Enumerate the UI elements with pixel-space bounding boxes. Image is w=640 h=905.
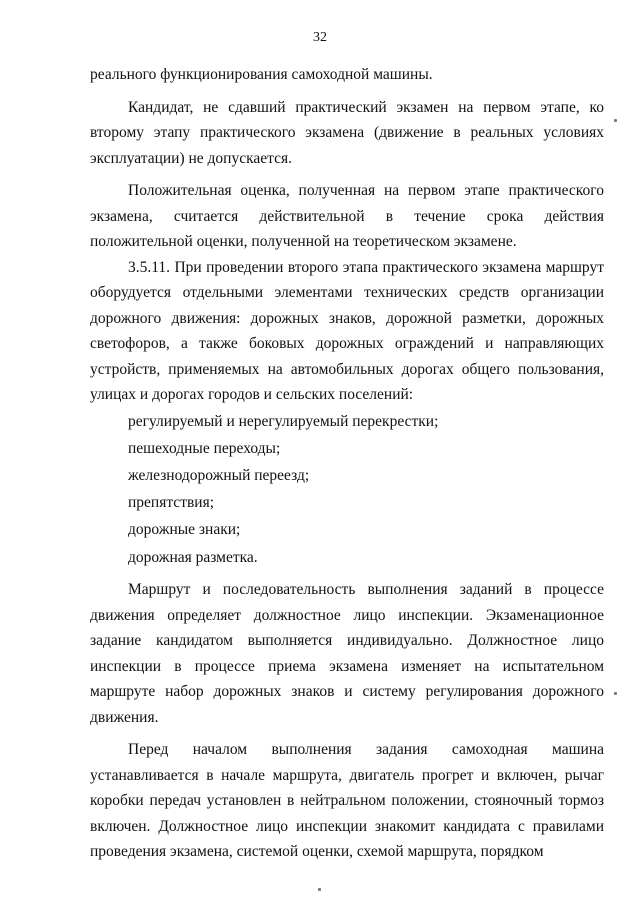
list-item: дорожные знаки; (128, 521, 241, 539)
paragraph-route-sequence: Маршрут и последовательность выполнения заданий в процессе движения определяет должностное лицо инспекции. Экзаменационное задание кандидатом выполняется индивидуально. Должностное лицо инспекции в процессе приема экзамена изменяет на испытательном маршруте набор дорожных знаков и систему регулирования дорожного движения. (90, 581, 604, 726)
scan-mark (318, 888, 321, 891)
scan-mark (614, 692, 617, 695)
list-item: железнодорожный переезд; (128, 467, 310, 485)
scan-mark (614, 119, 617, 122)
paragraph-continuation: реального функционирования самоходной машины. (90, 66, 433, 83)
paragraph-section-3-5-11: 3.5.11. При проведении второго этапа практического экзамена маршрут оборудуется отдельными элементами технических средств организации дорожного движения: дорожных знаков, дорожной разметки, дорожных светофоров, а также боковых дорожных ограждений и направляющих устройств, применяемых на автомобильных дорогах общего пользования, улицах и дорогах городов и сельских поселений: (90, 258, 604, 403)
list-item: пешеходные переходы; (128, 440, 281, 458)
paragraph-before-task: Перед началом выполнения задания самоходная машина устанавливается в начале маршрута, двигатель прогрет и включен, рычаг коробки передач установлен в нейтральном положении, стояночный тормоз включен. Должностное лицо инспекции знакомит кандидата с правилами проведения экзамена, системой оценки, схемой маршрута, порядком (90, 741, 604, 861)
paragraph-positive-grade: Положительная оценка, полученная на первом этапе практического экзамена, считается действительной в течение срока действия положительной оценки, полученной на теоретическом экзамене. (90, 182, 604, 250)
list-item: препятствия; (128, 494, 215, 512)
document-body (90, 62, 604, 865)
route-elements-list (90, 409, 604, 570)
list-item: дорожная разметка. (128, 548, 258, 566)
list-item: регулируемый и нерегулируемый перекрестки; (128, 413, 439, 431)
page-number: 32 (313, 30, 327, 45)
paragraph-candidate-admission: Кандидат, не сдавший практический экзамен на первом этапе, ко второму этапу практического экзамена (движение в реальных условиях эксплуатации) не допускается. (90, 98, 604, 167)
